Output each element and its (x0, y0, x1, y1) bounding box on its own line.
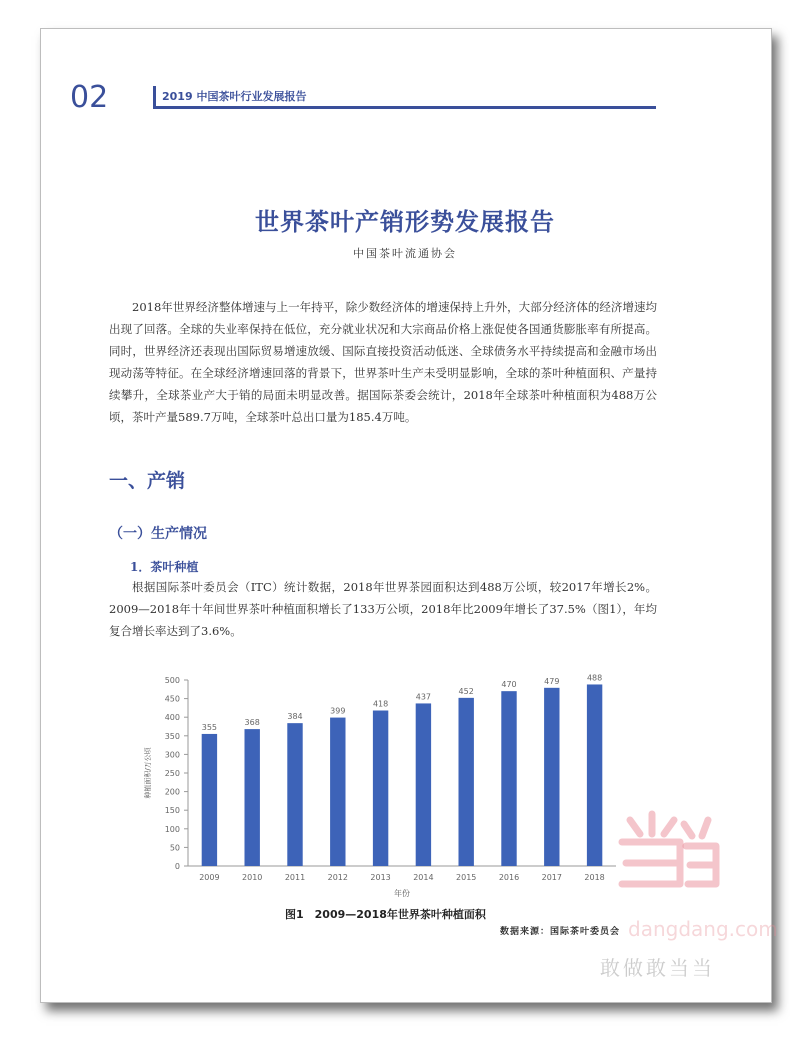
article-author: 中国茶叶流通协会 (353, 247, 457, 260)
bar-2015 (458, 698, 473, 866)
x-tick-label: 2013 (370, 873, 391, 882)
item-paragraph: 根据国际茶叶委员会（ITC）统计数据，2018年世界茶园面积达到488万公顷，较2017年增长2%。2009—2018年十年间世界茶叶种植面积增长了133万公顷，2018年比2009年增长了37.5%（图1），年均复合增长率达到了3.6%。 (109, 580, 657, 638)
article-title: 世界茶叶产销形势发展报告 (255, 207, 555, 236)
figure-caption: 图1 2009—2018年世界茶叶种植面积 (285, 908, 486, 921)
y-tick-label: 0 (174, 862, 180, 871)
planting-area-chart (136, 670, 626, 900)
subsection-heading: （一）生产情况 (109, 526, 207, 542)
bar-2013 (373, 711, 388, 866)
data-label: 418 (372, 699, 389, 709)
bar-2012 (330, 718, 345, 866)
x-tick-label: 2016 (498, 873, 520, 882)
y-tick-label: 100 (164, 824, 180, 834)
page-number: 02 (70, 80, 109, 115)
bar-2017 (544, 688, 559, 866)
data-label: 488 (586, 673, 603, 683)
y-tick-label: 400 (164, 713, 180, 723)
data-label: 355 (201, 722, 218, 732)
y-axis-label: 种植面积/万公顷 (144, 747, 152, 799)
bar-2016 (501, 691, 516, 866)
item-heading: 1．茶叶种植 (130, 560, 199, 574)
y-tick-label: 300 (164, 750, 180, 760)
x-tick-label: 2014 (413, 873, 434, 882)
y-tick-label: 250 (164, 769, 180, 778)
y-tick-label: 150 (164, 806, 180, 816)
watermark-slogan: 敢做敢当当 (600, 956, 715, 980)
figure-source: 数据来源：国际茶叶委员会 (500, 927, 621, 937)
x-tick-label: 2010 (242, 873, 263, 882)
report-title: 2019 中国茶叶行业发展报告 (162, 90, 307, 103)
y-tick-label: 200 (164, 787, 180, 797)
data-label: 437 (415, 692, 432, 702)
x-tick-label: 2017 (541, 873, 562, 882)
watermark-url: dangdang.com (628, 917, 778, 941)
header-rule (153, 106, 656, 109)
section-heading: 一、产销 (109, 470, 186, 492)
data-label: 452 (458, 686, 474, 696)
y-tick-label: 50 (169, 843, 180, 853)
x-tick-label: 2009 (199, 873, 220, 882)
x-tick-label: 2015 (456, 873, 477, 882)
bar-2018 (587, 684, 602, 866)
x-tick-label: 2011 (284, 873, 306, 882)
data-label: 470 (501, 680, 517, 690)
bar-2010 (244, 729, 259, 866)
y-tick-label: 450 (164, 694, 180, 704)
data-label: 368 (244, 718, 260, 728)
y-tick-label: 500 (164, 676, 180, 685)
x-tick-label: 2018 (584, 873, 605, 882)
bar-2011 (287, 723, 302, 866)
x-axis-label: 年份 (394, 889, 410, 898)
y-tick-label: 350 (164, 731, 180, 741)
data-label: 399 (330, 706, 346, 716)
header-divider (153, 86, 156, 108)
bar-2009 (202, 734, 217, 866)
x-tick-label: 2012 (327, 873, 348, 882)
bar-2014 (416, 703, 431, 866)
dangdang-logo-watermark (612, 806, 722, 896)
data-label: 479 (544, 676, 560, 686)
intro-paragraph: 2018年世界经济整体增速与上一年持平，除少数经济体的增速保持上升外，大部分经济体的经济增速均出现了回落。全球的失业率保持在低位，充分就业状况和大宗商品价格上涨促使各国通货膨胀率有所提高。同时，世界经济还表现出国际贸易增速放缓、国际直接投资活动低迷、全球债务水平持续提高和金融市场出现动荡等特征。在全球经济增速回落的背景下，世界茶叶生产未受明显影响，全球的茶叶种植面积、产量持续攀升，全球茶业产大于销的局面未明显改善。据国际茶委会统计，2018年全球茶叶种植面积为488万公顷，茶叶产量589.7万吨，全球茶叶总出口量为185.4万吨。 (109, 300, 657, 424)
data-label: 384 (287, 712, 303, 722)
